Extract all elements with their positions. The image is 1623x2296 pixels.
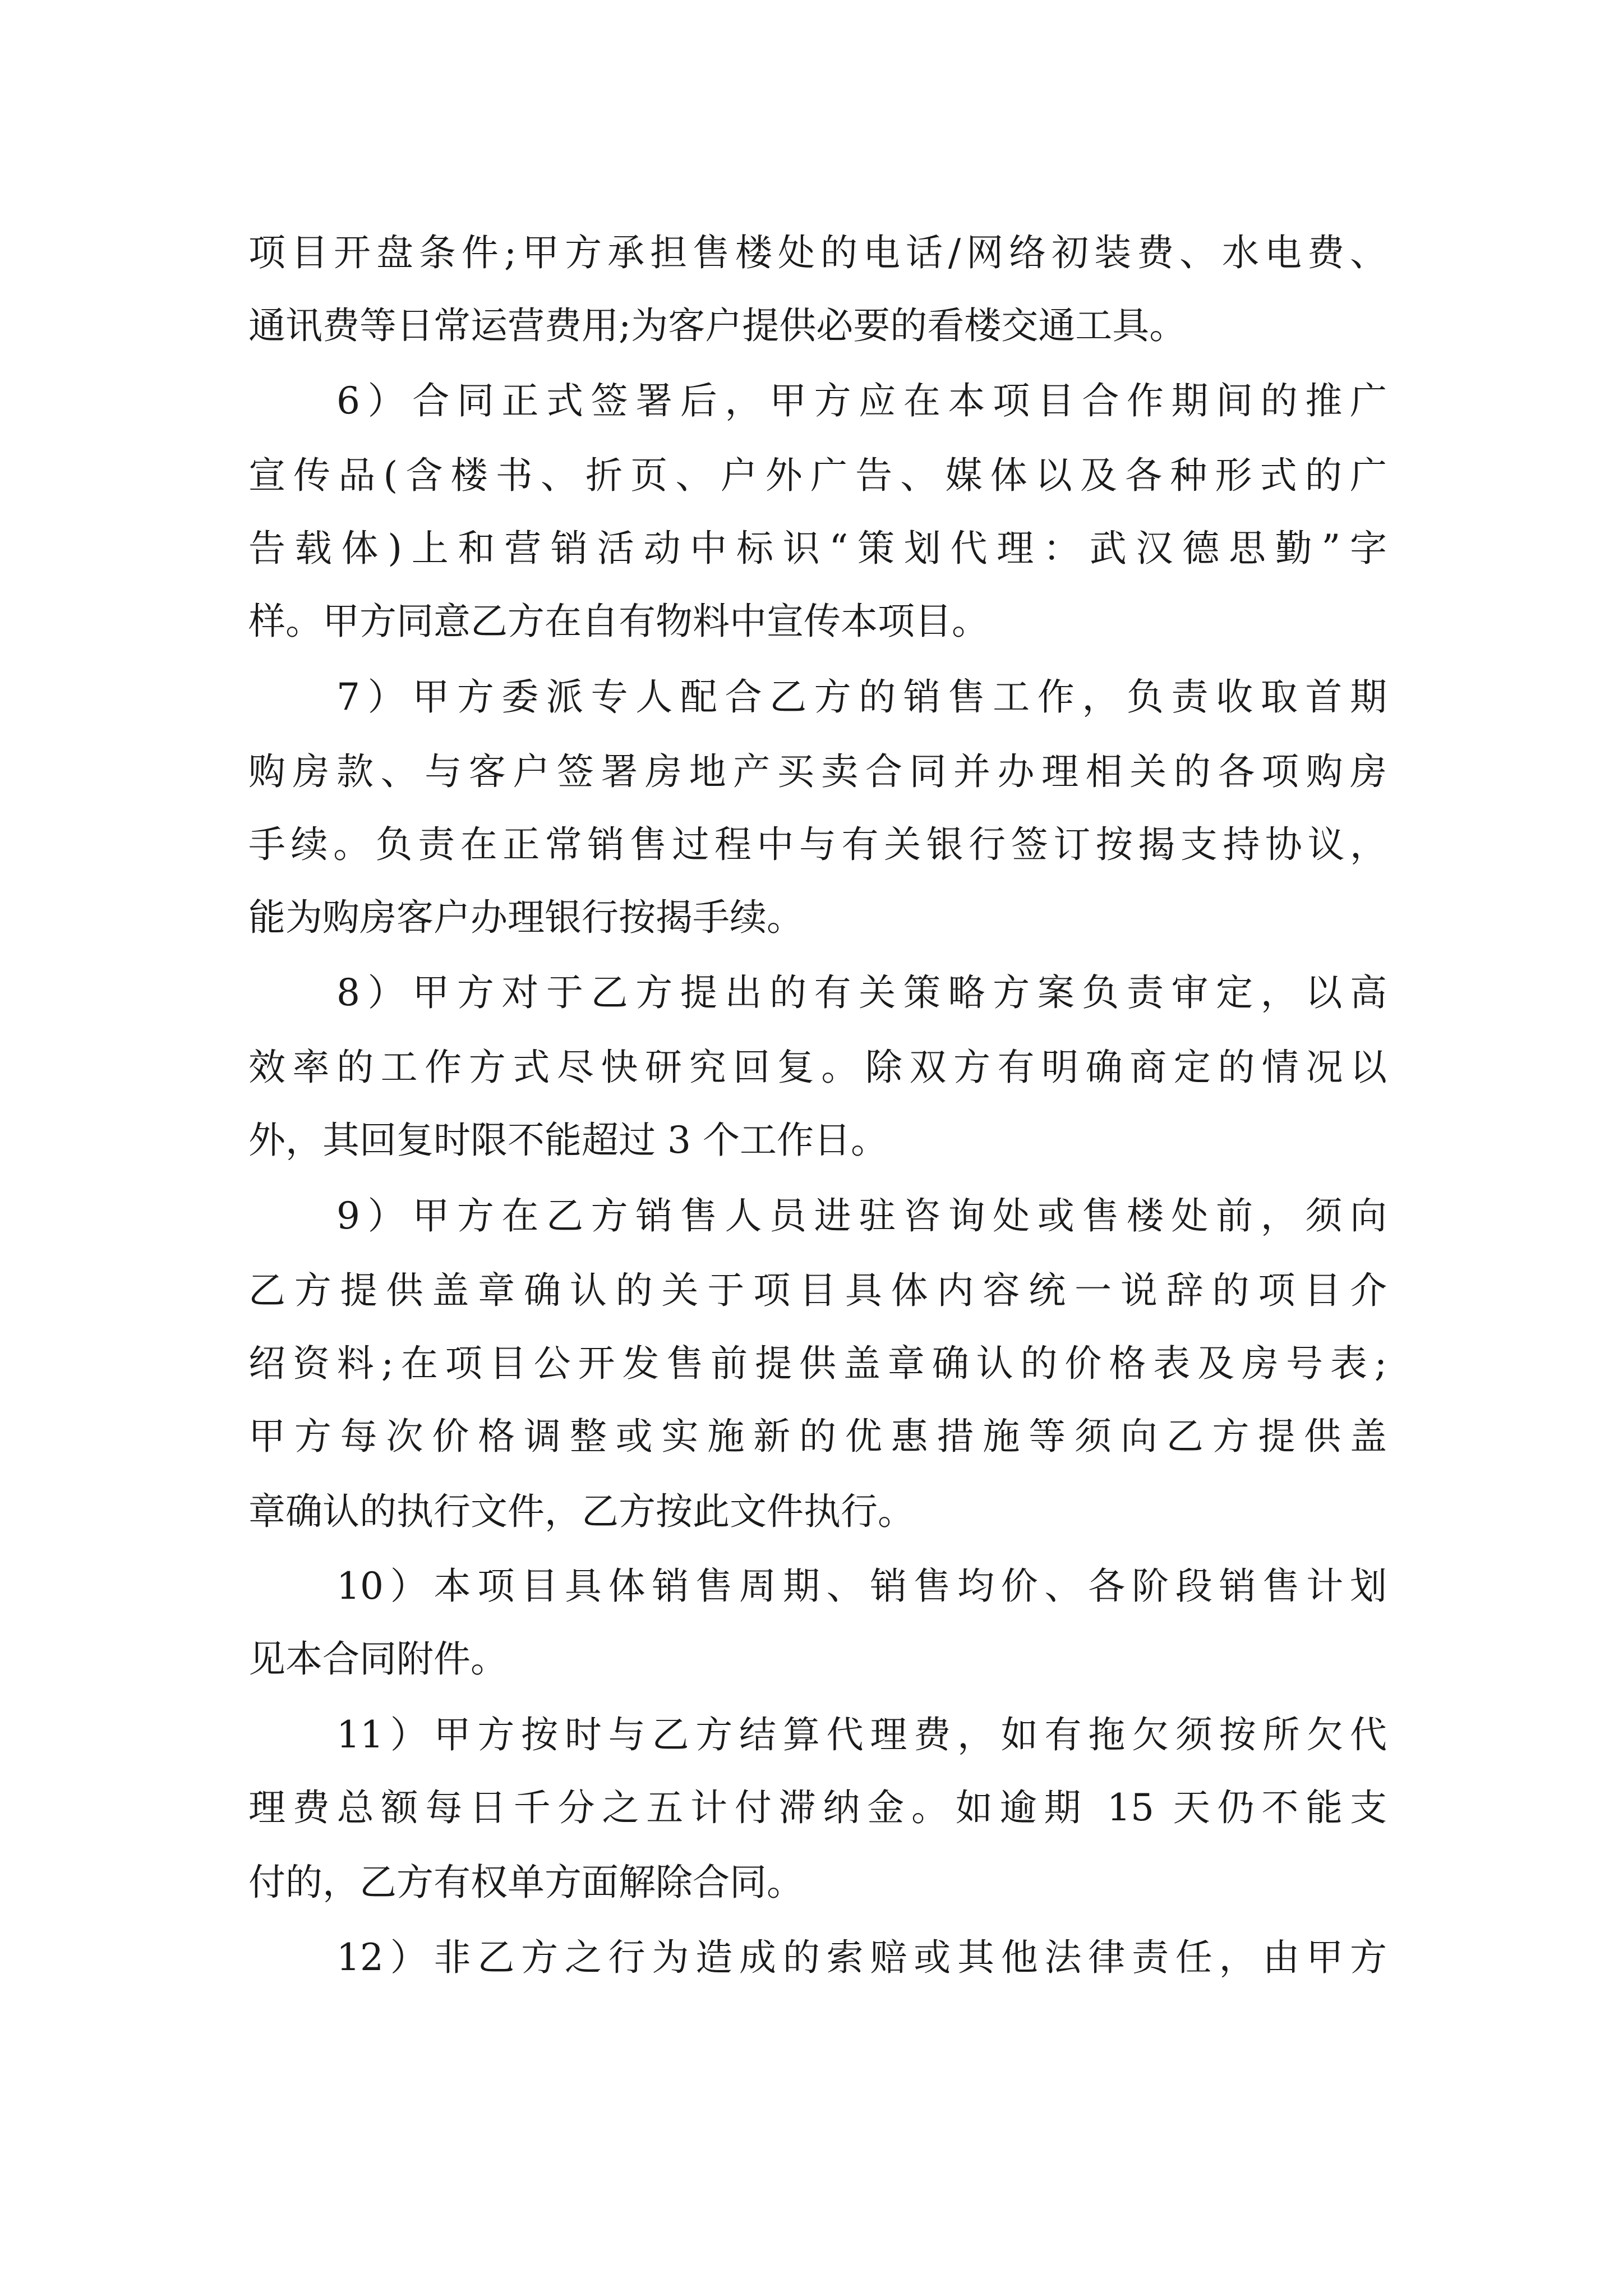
paragraph-11-start: 11）甲方按时与乙方结算代理费，如有拖欠须按所欠代 xyxy=(336,1713,1387,1756)
text-line: 章确认的执行文件，乙方按此文件执行。 xyxy=(248,1490,915,1533)
text-line: 见本合同附件。 xyxy=(248,1637,508,1681)
text-line: 样。甲方同意乙方在自有物料中宣传本项目。 xyxy=(248,600,989,643)
text-line: 外，其回复时限不能超过 3 个工作日。 xyxy=(248,1119,888,1162)
text-line: 宣传品(含楼书、折页、户外广告、媒体以及各种形式的广 xyxy=(248,454,1387,497)
text-line: 购房款、与客户签署房地产买卖合同并办理相关的各项购房 xyxy=(248,750,1387,793)
text-line: 项目开盘条件;甲方承担售楼处的电话/网络初装费、水电费、 xyxy=(248,231,1387,274)
text-line: 绍资料;在项目公开发售前提供盖章确认的价格表及房号表; xyxy=(248,1342,1387,1385)
text-line: 告载体)上和营销活动中标识“策划代理：武汉德思勤”字 xyxy=(248,527,1387,570)
paragraph-6-start: 6）合同正式签署后，甲方应在本项目合作期间的推广 xyxy=(336,379,1387,422)
paragraph-10-start: 10）本项目具体销售周期、销售均价、各阶段销售计划 xyxy=(336,1565,1387,1608)
paragraph-8-start: 8）甲方对于乙方提出的有关策略方案负责审定，以高 xyxy=(336,971,1387,1014)
text-line: 甲方每次价格调整或实施新的优惠措施等须向乙方提供盖 xyxy=(248,1415,1387,1458)
paragraph-9-start: 9）甲方在乙方销售人员进驻咨询处或售楼处前，须向 xyxy=(336,1194,1387,1237)
text-line: 手续。负责在正常销售过程中与有关银行签订按揭支持协议， xyxy=(248,823,1387,866)
paragraph-7-start: 7）甲方委派专人配合乙方的销售工作，负责收取首期 xyxy=(336,675,1387,719)
text-line: 能为购房客户办理银行按揭手续。 xyxy=(248,896,804,939)
text-line: 付的，乙方有权单方面解除合同。 xyxy=(248,1861,804,1904)
text-line: 乙方提供盖章确认的关于项目具体内容统一说辞的项目介 xyxy=(248,1269,1387,1312)
paragraph-12-start: 12）非乙方之行为造成的索赔或其他法律责任，由甲方 xyxy=(336,1936,1387,1979)
text-line: 通讯费等日常运营费用;为客户提供必要的看楼交通工具。 xyxy=(248,304,1187,347)
text-line: 理费总额每日千分之五计付滞纳金。如逾期 15 天仍不能支 xyxy=(248,1786,1387,1829)
text-line: 效率的工作方式尽快研究回复。除双方有明确商定的情况以 xyxy=(248,1046,1387,1089)
